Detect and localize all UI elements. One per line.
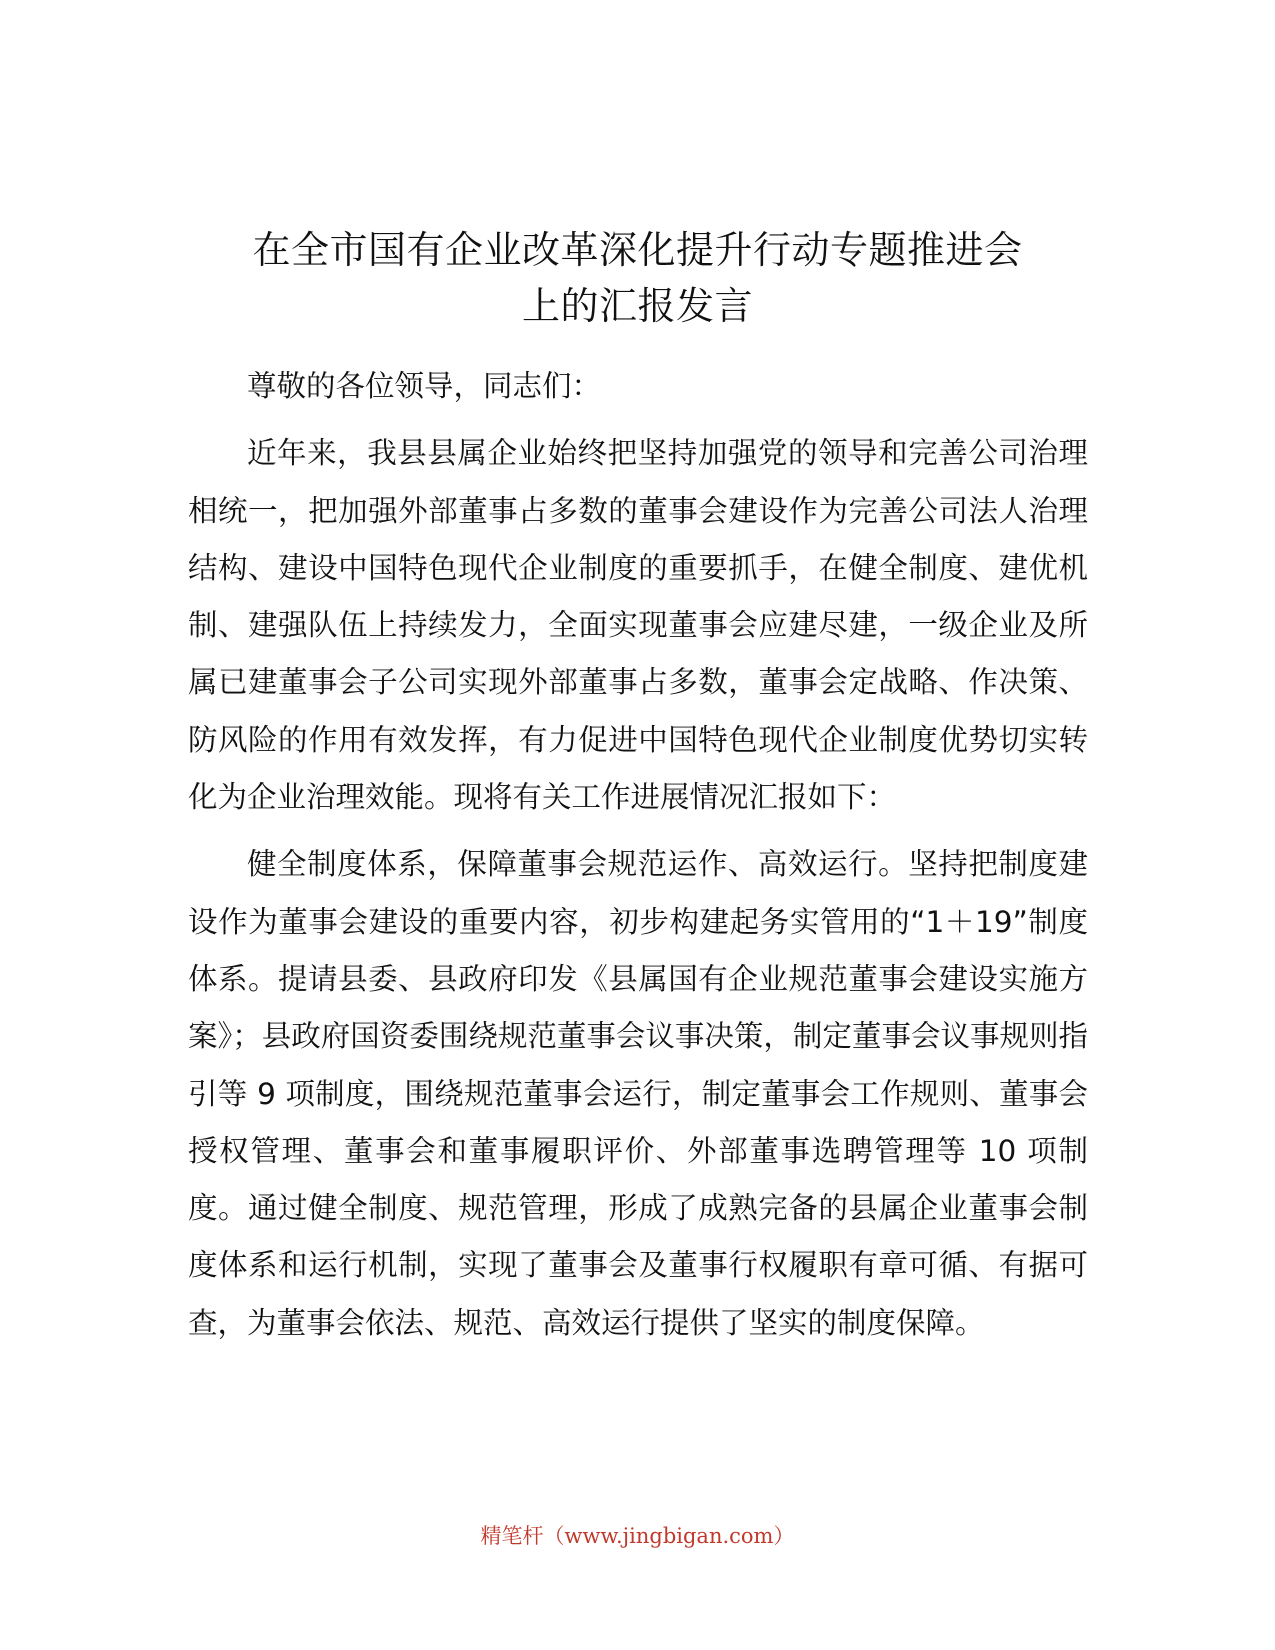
title-line-2: 上的汇报发言 [521, 284, 753, 328]
title-line-1: 在全市国有企业改革深化提升行动专题推进会 [252, 228, 1023, 272]
salutation: 尊敬的各位领导，同志们： [247, 369, 602, 403]
paragraph-intro: 近年来，我县县属企业始终把坚持加强党的领导和完善公司治理相统一，把加强外部董事占多数的董事会建设作为完善公司法人治理结构、建设中国特色现代企业制度的重要抓手，在健全制度、建优机制、建强队伍上持续发力，全面实现董事会应建尽建，一级企业及所属已建董事会子公司实现外部董事占多数，董事会定战略、作决策、防风险的作用有效发挥，有力促进中国特色现代企业制度优势切实转化为企业治理效能。现将有关工作进展情况汇报如下： [188, 436, 1088, 815]
footer-watermark: 精笔杆（www.jingbigan.com） [480, 1524, 795, 1548]
paragraph-system: 健全制度体系，保障董事会规范运作、高效运行。坚持把制度建设作为董事会建设的重要内容，初步构建起务实管用的“1＋19”制度体系。提请县委、县政府印发《县属国有企业规范董事会建设实施方案》；县政府国资委围绕规范董事会议事决策，制定董事会议事规则指引等 9 项制度，围绕规范董事会运行，制定董事会工作规则、董事会授权管理、董事会和董事履职评价、外部董事选聘管理等 10 项制度。通过健全制度、规范管理，形成了成熟完备的县属企业董事会制度体系和运行机制，实现了董事会及董事行权履职有章可循、有据可查，为董事会依法、规范、高效运行提供了坚实的制度保障。 [188, 847, 1088, 1340]
document-body [188, 358, 1088, 1362]
document-title [150, 222, 1125, 334]
